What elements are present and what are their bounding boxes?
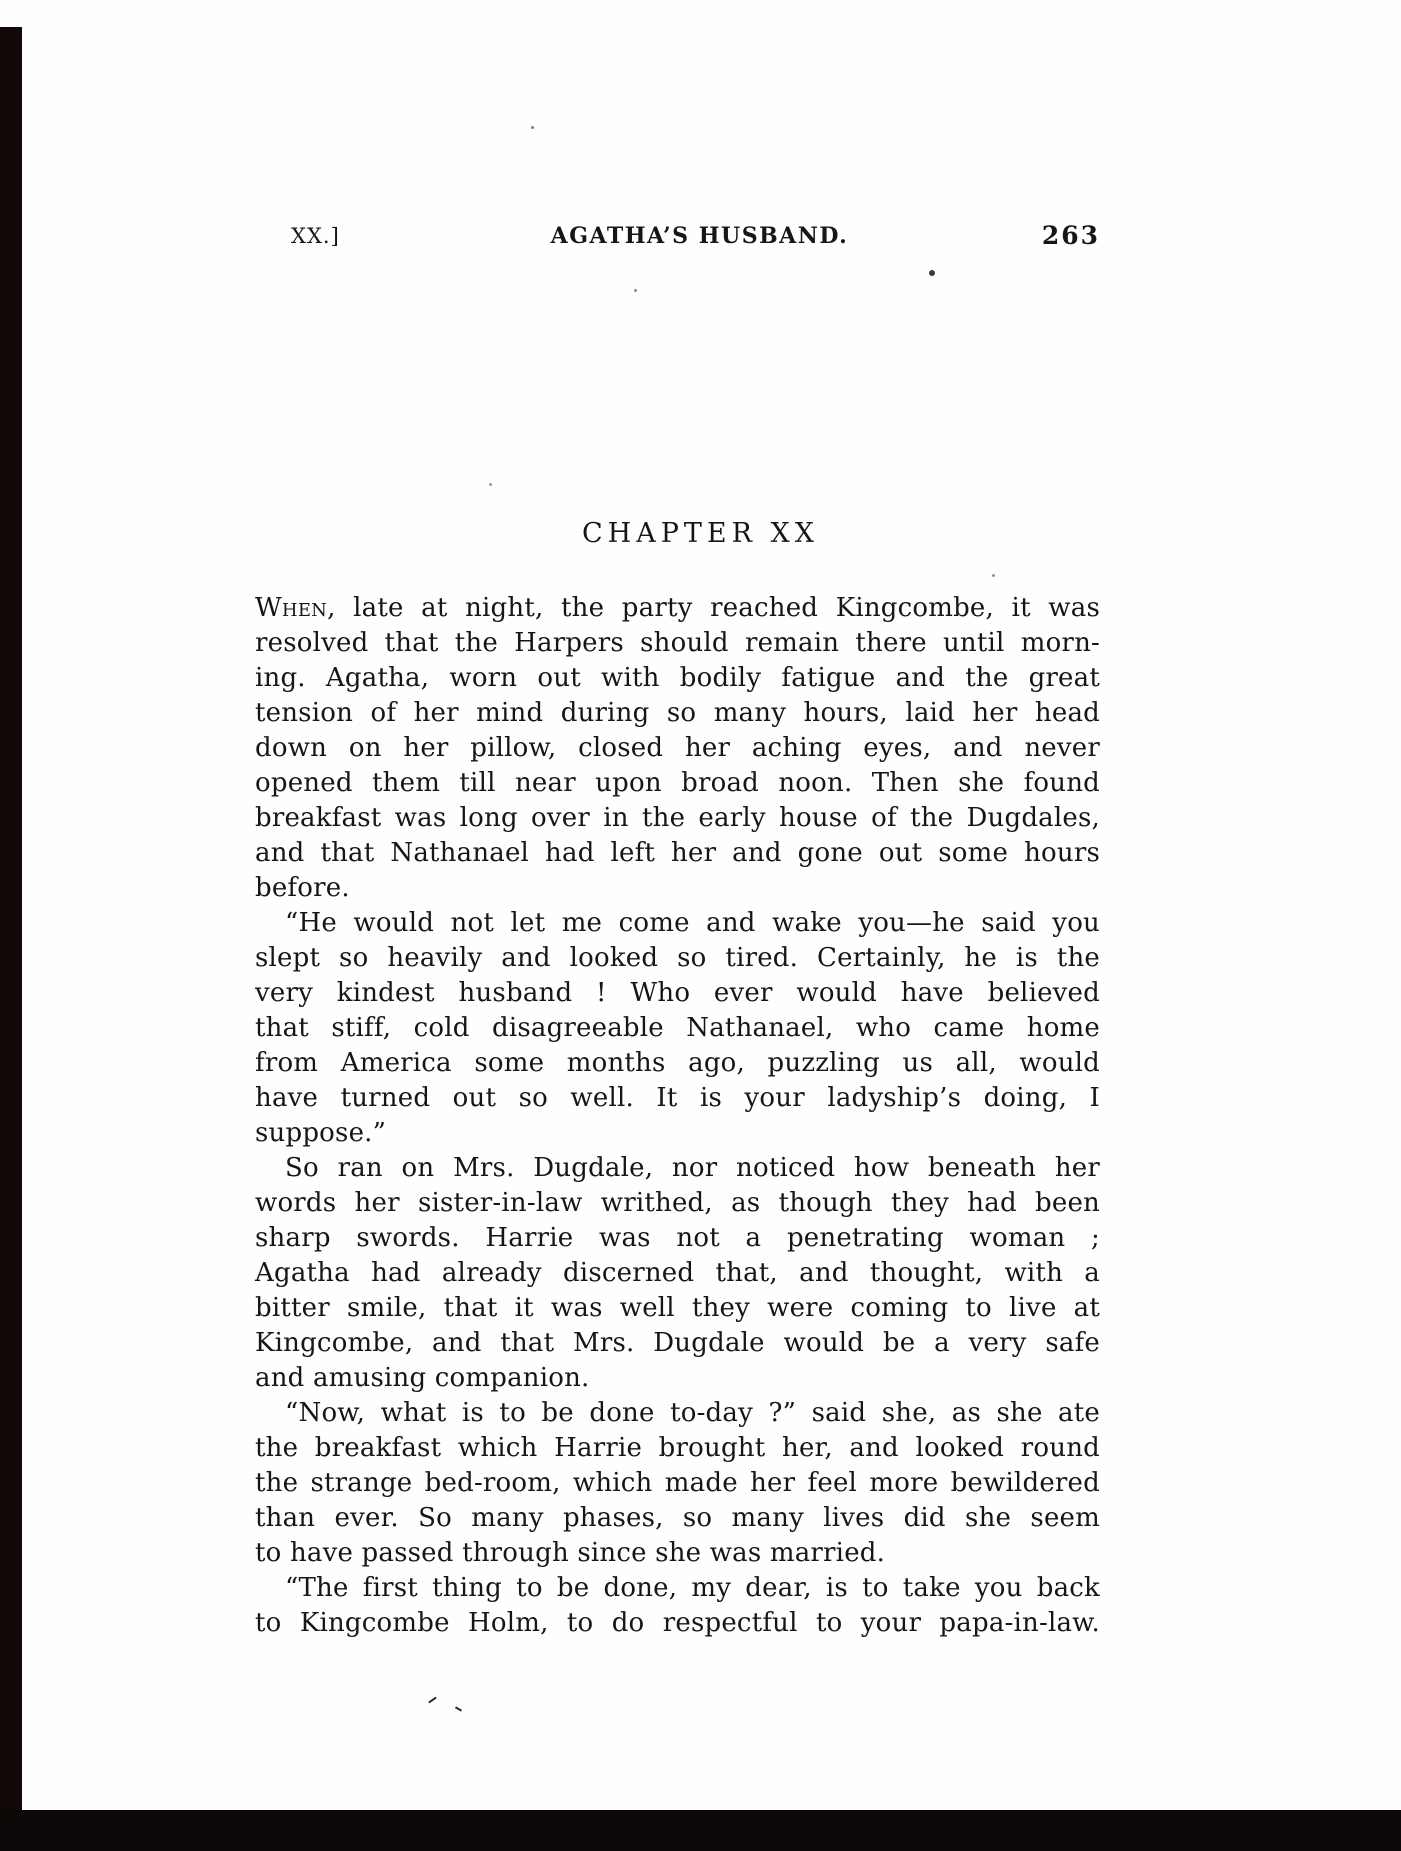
- ink-speck: [992, 574, 995, 577]
- ink-speck: [489, 483, 492, 486]
- text-line: have turned out so well. It is your ladyship’s doing, I: [255, 1083, 1100, 1113]
- text-line: to Kingcombe Holm, to do respectful to your papa-in-law.: [255, 1608, 1100, 1638]
- page-number: 263: [1041, 221, 1100, 250]
- text-line: from America some months ago, puzzling us all, would: [255, 1048, 1100, 1078]
- text-line: than ever. So many phases, so many lives did she seem: [255, 1503, 1100, 1533]
- text-line: down on her pillow, closed her aching eyes, and never: [255, 733, 1100, 763]
- text-line: So ran on Mrs. Dugdale, nor noticed how beneath her: [285, 1153, 1100, 1183]
- ink-speck: [531, 126, 534, 129]
- text-line: resolved that the Harpers should remain there until morn-: [255, 628, 1100, 658]
- page-header: [255, 221, 1100, 255]
- text-line: slept so heavily and looked so tired. Certainly, he is the: [255, 943, 1100, 973]
- text-line: “Now, what is to be done to-day ?” said she, as she ate: [285, 1398, 1100, 1428]
- text-line: and that Nathanael had left her and gone out some hours: [255, 838, 1100, 868]
- chapter-heading: CHAPTER XX: [582, 518, 819, 549]
- text-line: Kingcombe, and that Mrs. Dugdale would be a very safe: [255, 1328, 1100, 1358]
- text-line: very kindest husband ! Who ever would have believed: [255, 978, 1100, 1008]
- ink-speck: [929, 270, 935, 276]
- text-line: the strange bed-room, which made her feel more bewildered: [255, 1468, 1100, 1498]
- text-line: tension of her mind during so many hours, laid her head: [255, 698, 1100, 728]
- ink-speck: [634, 289, 637, 292]
- text-line: sharp swords. Harrie was not a penetrating woman ;: [255, 1223, 1100, 1253]
- ink-mark: [428, 1697, 437, 1704]
- text-line: the breakfast which Harrie brought her, and looked round: [255, 1433, 1100, 1463]
- text-line: Agatha had already discerned that, and thought, with a: [255, 1258, 1100, 1288]
- text-line: “He would not let me come and wake you—he said you: [285, 908, 1100, 938]
- running-title: AGATHA’S HUSBAND.: [550, 223, 849, 249]
- text-line: “The first thing to be done, my dear, is to take you back: [285, 1573, 1100, 1603]
- text-line: opened them till near upon broad noon. Then she found: [255, 768, 1100, 798]
- chapter-marker: XX.]: [291, 224, 340, 248]
- text-line: bitter smile, that it was well they were coming to live at: [255, 1293, 1100, 1323]
- text-line: ing. Agatha, worn out with bodily fatigue and the great: [255, 663, 1100, 693]
- text-line: suppose.”: [255, 1118, 387, 1148]
- text-line: words her sister-in-law writhed, as though they had been: [255, 1188, 1100, 1218]
- scan-edge-bottom: [0, 1810, 1401, 1851]
- smallcaps-lead: When: [255, 593, 328, 623]
- text-line: before.: [255, 873, 350, 903]
- text-line: When, late at night, the party reached Kingcombe, it was: [255, 593, 1100, 623]
- ink-mark: [455, 1706, 462, 1711]
- body-text: [255, 591, 1100, 1641]
- text-line: and amusing companion.: [255, 1363, 590, 1393]
- scan-edge-left: [0, 27, 22, 1851]
- text-line: breakfast was long over in the early house of the Dugdales,: [255, 803, 1100, 833]
- text-line: that stiff, cold disagreeable Nathanael, who came home: [255, 1013, 1100, 1043]
- text-line: to have passed through since she was married.: [255, 1538, 886, 1568]
